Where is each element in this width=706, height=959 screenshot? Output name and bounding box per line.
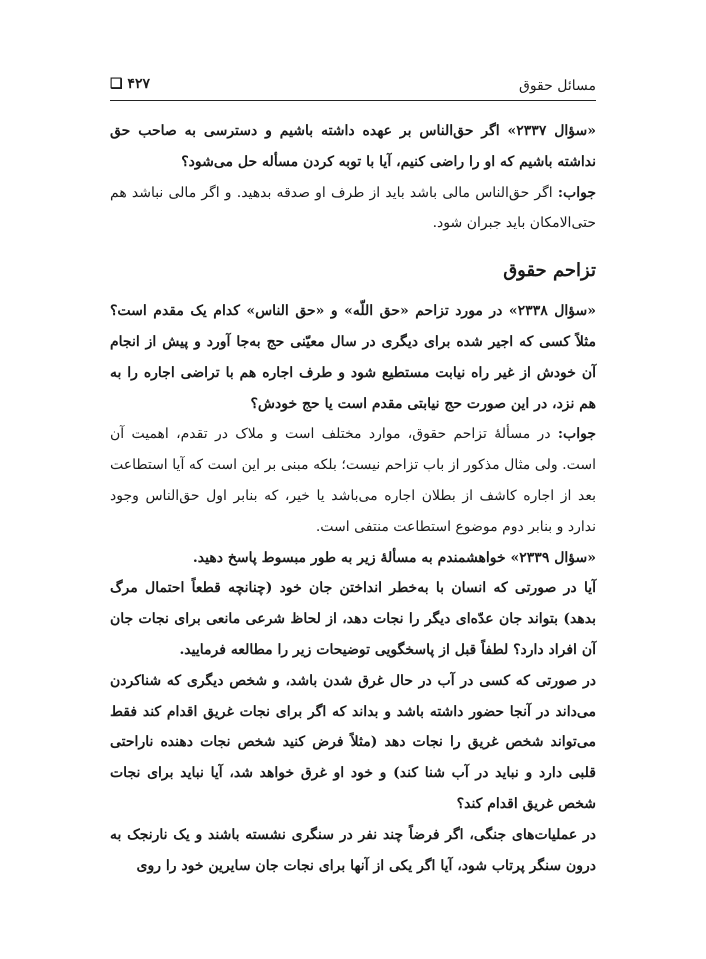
page-body — [110, 116, 596, 881]
question-2338: «سؤال ۲۳۳۸» در مورد تزاحم «حق اللّه» و «حق الناس» کدام یک مقدم است؟ مثلاً کسی که اجیر شده برای دیگری در سال معیّنی حج به‌جا آورد و پیش از انجام آن خودش از غیر راه نیابت مستطیع شود و طرف اجاره هم با تراضی اجاره را به هم نزد، در این صورت حج نیابتی مقدم است یا حج خودش؟ — [110, 303, 596, 412]
header-rule — [110, 100, 596, 101]
question-2339-paragraph-1: آیا در صورتی که انسان با به‌خطر انداختن جان خود (چنانچه قطعاً احتمال مرگ بدهد) بتواند جان عدّه‌ای دیگر را نجات دهد، از لحاظ شرعی مانعی برای نجات جان آن افراد دارد؟ لطفاً قبل از پاسخگویی توضیحات زیر را مطالعه فرمایید. — [110, 580, 596, 658]
question-2339: «سؤال ۲۳۳۹» خواهشمندم به مسألهٔ زیر به طور مبسوط پاسخ دهید. — [192, 549, 596, 566]
answer-label: جواب: — [557, 426, 596, 443]
answer-text: در مسألهٔ تزاحم حقوق، موارد مختلف است و ملاک در تقدم، اهمیت آن است. ولی مثال مذکور از باب تزاحم نیست؛ بلکه مبنی بر این است که آیا استطاعت بعد از اجاره کاشف از بطلان اجاره می‌باشد یا خیر، که بنابر اول حق‌الناس وجود ندارد و بنابر دوم موضوع استطاعت منتفی است. — [110, 426, 596, 535]
question-2339-paragraph-3: در عملیات‌های جنگی، اگر فرضاً چند نفر در سنگری نشسته باشند و یک نارنجک به درون سنگر پرتاب شود، آیا اگر یکی از آنها برای نجات جان سایرین خود را روی — [110, 826, 596, 874]
answer-2338 — [110, 419, 596, 542]
page-header — [110, 76, 596, 102]
answer-label: جواب: — [557, 184, 596, 201]
question-2337: «سؤال ۲۳۳۷» اگر حق‌الناس بر عهده داشته باشیم و دسترسی به صاحب حق نداشته باشیم که او را راضی کنیم، آیا با توبه کردن مسأله حل می‌شود؟ — [110, 123, 596, 170]
question-2339-paragraph-2: در صورتی که کسی در آب در حال غرق شدن باشد، و شخص دیگری که شناکردن می‌داند در آنجا حضور داشته باشد و بداند که اگر برای نجات غریق اقدام کند فقط می‌تواند شخص غریق را نجات دهد (مثلاً فرض کنید شخص نجات دهنده ناراحتی قلبی دارد و نباید در آب شنا کند) و خود او غرق خواهد شد، آیا نباید برای نجات شخص غریق اقدام کند؟ — [110, 672, 596, 812]
page-number: ❑ ۴۲۷ — [110, 76, 150, 92]
section-heading: تزاحم حقوق — [503, 260, 596, 282]
running-title: مسائل حقوق — [518, 78, 596, 94]
answer-text: اگر حق‌الناس مالی باشد باید از طرف او صدقه بدهید. و اگر مالی نباشد هم حتی‌الامکان باید جبران شود. — [110, 184, 596, 232]
answer-2337 — [110, 178, 596, 240]
